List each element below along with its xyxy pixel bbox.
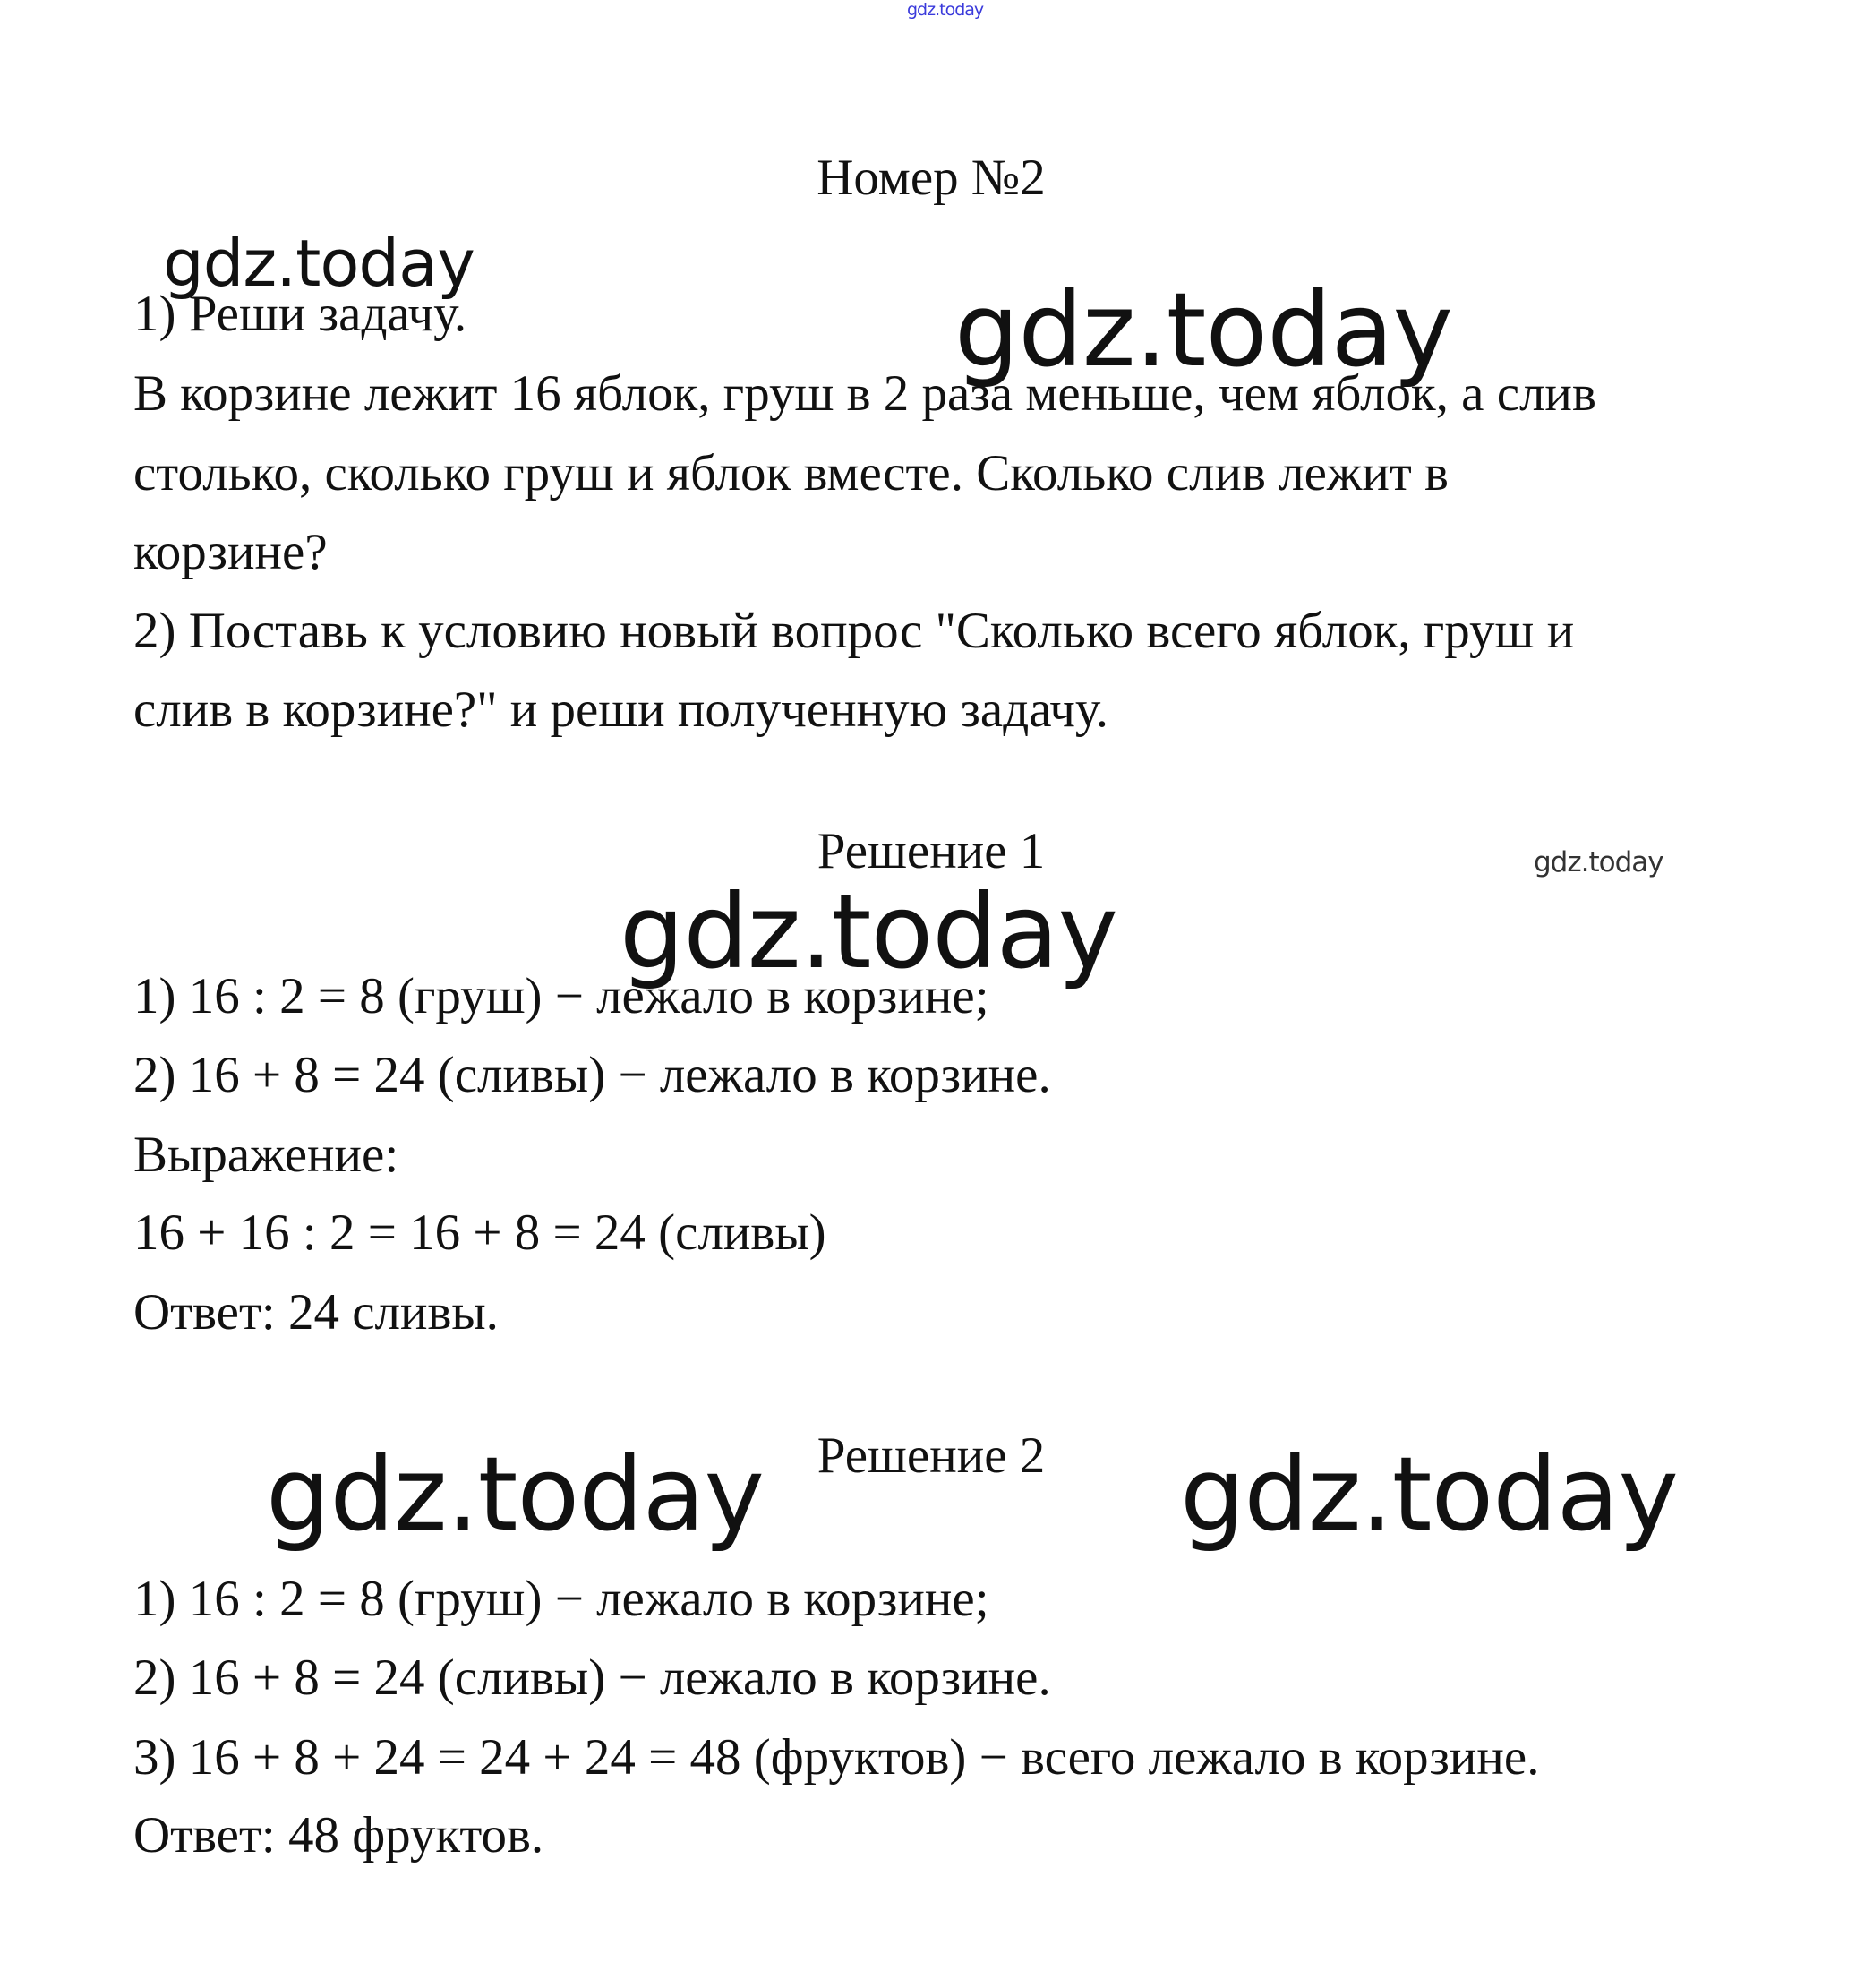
solution2-title: Решение 2 bbox=[817, 1427, 1046, 1484]
solution2-line: 1) 16 : 2 = 8 (груш) − лежало в корзине; bbox=[133, 1571, 989, 1627]
task-line: 2) Поставь к условию новый вопрос "Сколько всего яблок, груш и bbox=[133, 603, 1575, 659]
watermark: gdz.today bbox=[1534, 846, 1663, 878]
page-title: Номер №2 bbox=[817, 150, 1046, 206]
watermark: gdz.today bbox=[266, 1435, 764, 1554]
watermark: gdz.today bbox=[1180, 1435, 1678, 1554]
solution1-line: 16 + 16 : 2 = 16 + 8 = 24 (сливы) bbox=[133, 1204, 826, 1261]
solution2-line: 3) 16 + 8 + 24 = 24 + 24 = 48 (фруктов) − всего лежало в корзине. bbox=[133, 1729, 1540, 1786]
solution1-line: 1) 16 : 2 = 8 (груш) − лежало в корзине; bbox=[133, 968, 989, 1024]
solution1-answer: Ответ: 24 сливы. bbox=[133, 1284, 499, 1341]
task-line: 1) Реши задачу. bbox=[133, 286, 467, 342]
watermark-top: gdz.today bbox=[907, 0, 984, 20]
task-line: В корзине лежит 16 яблок, груш в 2 раза меньше, чем яблок, а слив bbox=[133, 365, 1596, 422]
task-line: корзине? bbox=[133, 524, 328, 580]
watermark: gdz.today bbox=[163, 226, 475, 301]
solution2-line: 2) 16 + 8 = 24 (сливы) − лежало в корзине. bbox=[133, 1650, 1051, 1706]
solution2-answer: Ответ: 48 фруктов. bbox=[133, 1807, 544, 1864]
solution1-line: 2) 16 + 8 = 24 (сливы) − лежало в корзине. bbox=[133, 1047, 1051, 1103]
solution1-title: Решение 1 bbox=[817, 823, 1046, 879]
task-line: слив в корзине?" и реши полученную задачу. bbox=[133, 681, 1108, 738]
task-line: столько, сколько груш и яблок вместе. Сколько слив лежит в bbox=[133, 445, 1449, 501]
watermark: gdz.today bbox=[620, 872, 1117, 991]
watermark: gdz.today bbox=[954, 270, 1452, 390]
solution1-line: Выражение: bbox=[133, 1127, 399, 1183]
